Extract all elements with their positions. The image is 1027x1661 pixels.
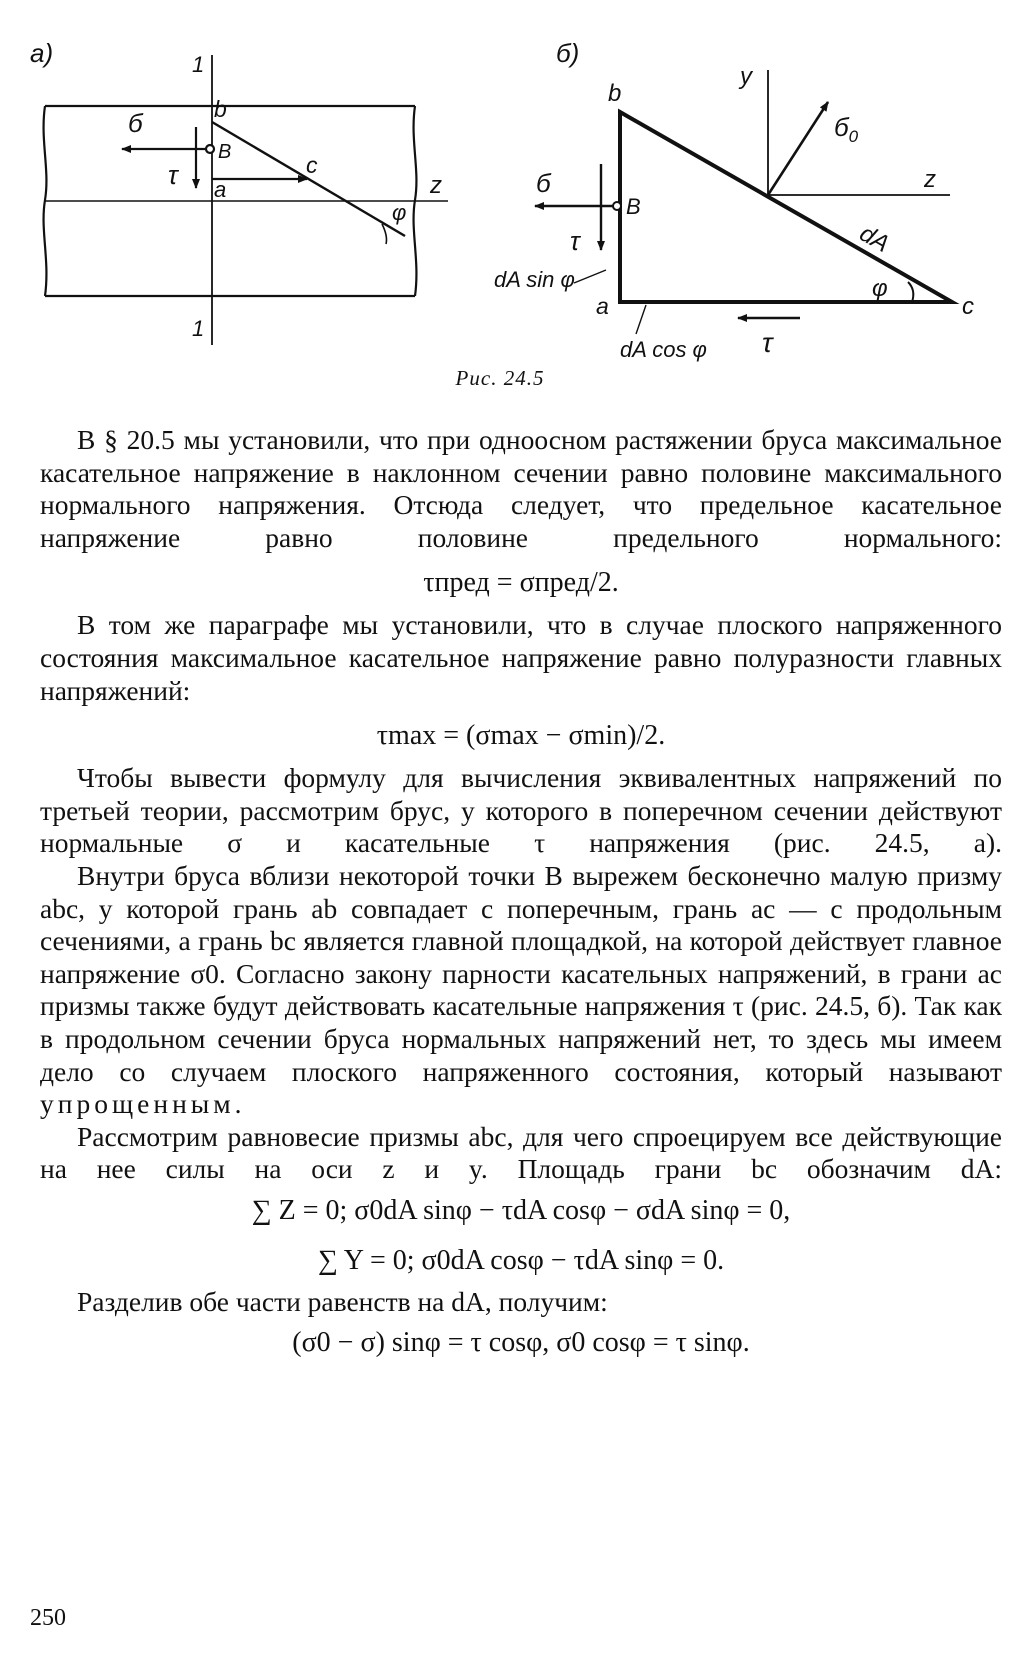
point-label-B: B — [218, 141, 232, 163]
angle-label-b: φ — [872, 275, 888, 302]
axis-z-label: z — [430, 172, 442, 199]
point-label-b: b — [214, 96, 227, 122]
body-text — [40, 424, 1002, 1368]
point-B-marker-b — [613, 202, 621, 210]
sigma0-arrow — [768, 102, 828, 195]
paragraph-text: Внутри бруса вблизи некоторой точки B вырежем бесконечно малую призму abc, у которой грань ab совпадает с поперечным, грань ac — с продольным сечениями, а грань bc является главной площадкой, на которой действует главное напряжение σ0. Согласно закону парности касательных напряжений, в грани ac призмы также будут действовать касательные напряжения τ (рис. 24.5, б). Так как в продольном сечении бруса нормальных напряжений нет, то здесь мы имеем дело со случаем плоского напряженного состояния, который называют — [40, 859, 1002, 1087]
dA-cos-label: dA cos φ — [620, 337, 707, 362]
point-label-B-b: B — [626, 194, 641, 219]
paragraph: Рассмотрим равновесие призмы abc, для чего спроецируем все действующие на нее силы на оси z и y. Площадь грани bc обозначим dA: — [40, 1120, 1002, 1185]
section-label-top: 1 — [192, 52, 205, 77]
tau-label-horizontal: τ — [762, 327, 773, 358]
sigma-label: б — [128, 108, 143, 138]
angle-label: φ — [392, 200, 407, 225]
paragraph: В том же параграфе мы установили, что в случае плоского напряженного состояния максимальное касательное напряжение равно полуразности главных напряжений: — [40, 609, 1002, 706]
tau-label-vertical: τ — [570, 226, 580, 256]
leader-cos — [636, 305, 646, 334]
paragraph: В § 20.5 мы установили, что при одноосном растяжении бруса максимальное касательное напряжение в наклонном сечении равно половине максимального нормального напряжения. Отсюда следует, что предельное касательное напряжение равно половине предельного нормального: — [40, 424, 1002, 553]
page-number: 250 — [30, 1605, 66, 1631]
point-label-a: a — [214, 177, 227, 202]
equation: (σ0 − σ) sinφ = τ cosφ, σ0 cosφ = τ sinφ. — [292, 1327, 750, 1359]
figure-panel-b — [494, 38, 974, 362]
paragraph — [40, 860, 1002, 1121]
point-label-a-b: a — [596, 293, 609, 319]
point-B-marker — [206, 145, 214, 153]
tau-label: τ — [168, 160, 178, 190]
sigma0-label: $б_0$ — [834, 112, 859, 146]
axis-z-label-b: z — [924, 166, 936, 193]
figure-panel-a — [30, 38, 448, 345]
point-label-c: c — [306, 152, 318, 178]
angle-arc-a — [382, 224, 387, 244]
figure-24-5 — [0, 0, 1027, 400]
axis-y-label: y — [740, 63, 752, 90]
panel-label-a: а) — [30, 38, 54, 68]
paragraph: Разделив обе части равенств на dA, получим: — [77, 1285, 608, 1317]
angle-arc-b — [908, 282, 913, 302]
equation: ∑ Z = 0; σ0dA sinφ − τdA cosφ − σdA sinφ = 0, — [251, 1194, 791, 1226]
dA-sin-label: dA sin φ — [494, 267, 575, 292]
sigma-label-b: б — [536, 168, 551, 198]
point-label-c-b: c — [962, 293, 974, 320]
leader-sin — [574, 270, 606, 283]
dA-label: dA — [855, 219, 894, 258]
prism-triangle — [620, 112, 952, 302]
equation: ∑ Y = 0; σ0dA cosφ − τdA sinφ = 0. — [317, 1244, 725, 1276]
figure-caption: Рис. 24.5 — [455, 366, 545, 390]
paragraph: Чтобы вывести формулу для вычисления эквивалентных напряжений по третьей теории, рассмотрим брус, у которого в поперечном сечении действуют нормальные σ и касательные τ напряжения (рис. 24.5, а). — [40, 762, 1002, 859]
section-label-bottom: 1 — [192, 316, 205, 341]
formula: τmax = (σmax − σmin)/2. — [376, 720, 666, 752]
point-label-b-b: b — [608, 80, 622, 107]
panel-label-b: б) — [556, 38, 580, 68]
formula: τпред = σпред/2. — [423, 567, 619, 599]
emphasized-term: упрощенным. — [40, 1088, 246, 1120]
